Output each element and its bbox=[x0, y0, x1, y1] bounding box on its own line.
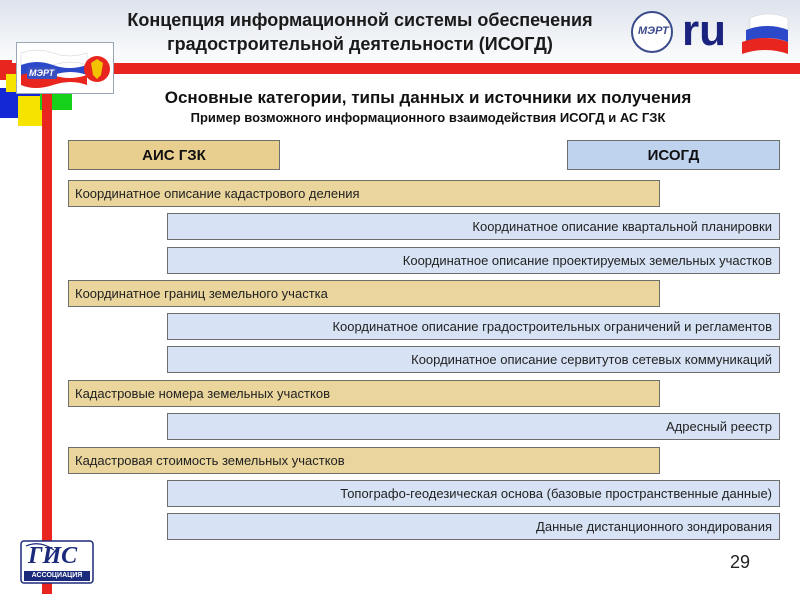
data-row-3: Координатное описание проектируемых земельных участков bbox=[167, 247, 780, 274]
left-red-bar bbox=[42, 74, 52, 594]
data-row-11: Данные дистанционного зондирования bbox=[167, 513, 780, 540]
mert-circle-text: МЭРТ bbox=[638, 25, 669, 37]
data-row-2: Координатное описание квартальной планировки bbox=[167, 213, 780, 240]
page-title bbox=[80, 8, 640, 56]
page-title-line-1: Концепция информационной системы обеспечения bbox=[127, 10, 593, 30]
data-row-4: Координатное границ земельного участка bbox=[68, 280, 660, 307]
section-heading: Основные категории, типы данных и источники их получения bbox=[164, 88, 692, 107]
page-number: 29 bbox=[729, 552, 751, 572]
header-red-band bbox=[0, 63, 800, 74]
data-row-8: Адресный реестр bbox=[167, 413, 780, 440]
data-row-10: Топографо-геодезическая основа (базовые пространственные данные) bbox=[167, 480, 780, 507]
gis-logo-sub-text: АССОЦИАЦИЯ bbox=[31, 572, 83, 579]
data-row-9: Кадастровая стоимость земельных участков bbox=[68, 447, 660, 474]
gis-association-logo bbox=[20, 540, 94, 584]
data-row-1: Координатное описание кадастрового деления bbox=[68, 180, 660, 207]
data-row-6: Координатное описание сервитутов сетевых коммуникаций bbox=[167, 346, 780, 373]
data-row-7: Кадастровые номера земельных участков bbox=[68, 380, 660, 407]
mert-logo-text: МЭРТ bbox=[29, 68, 55, 78]
column-header-isogd: ИСОГД bbox=[567, 140, 780, 170]
page-title-line-2: градостроительной деятельности (ИСОГД) bbox=[167, 34, 553, 54]
ru-logo-text: ru bbox=[682, 6, 726, 55]
section-subheading: Пример возможного информационного взаимодействия ИСОГД и АС ГЗК bbox=[190, 110, 666, 125]
gis-logo-main-text: ГИС bbox=[28, 543, 78, 569]
column-header-ais-gzk: АИС ГЗК bbox=[68, 140, 280, 170]
data-row-5: Координатное описание градостроительных ограничений и регламентов bbox=[167, 313, 780, 340]
ru-flag-logo bbox=[630, 8, 790, 58]
